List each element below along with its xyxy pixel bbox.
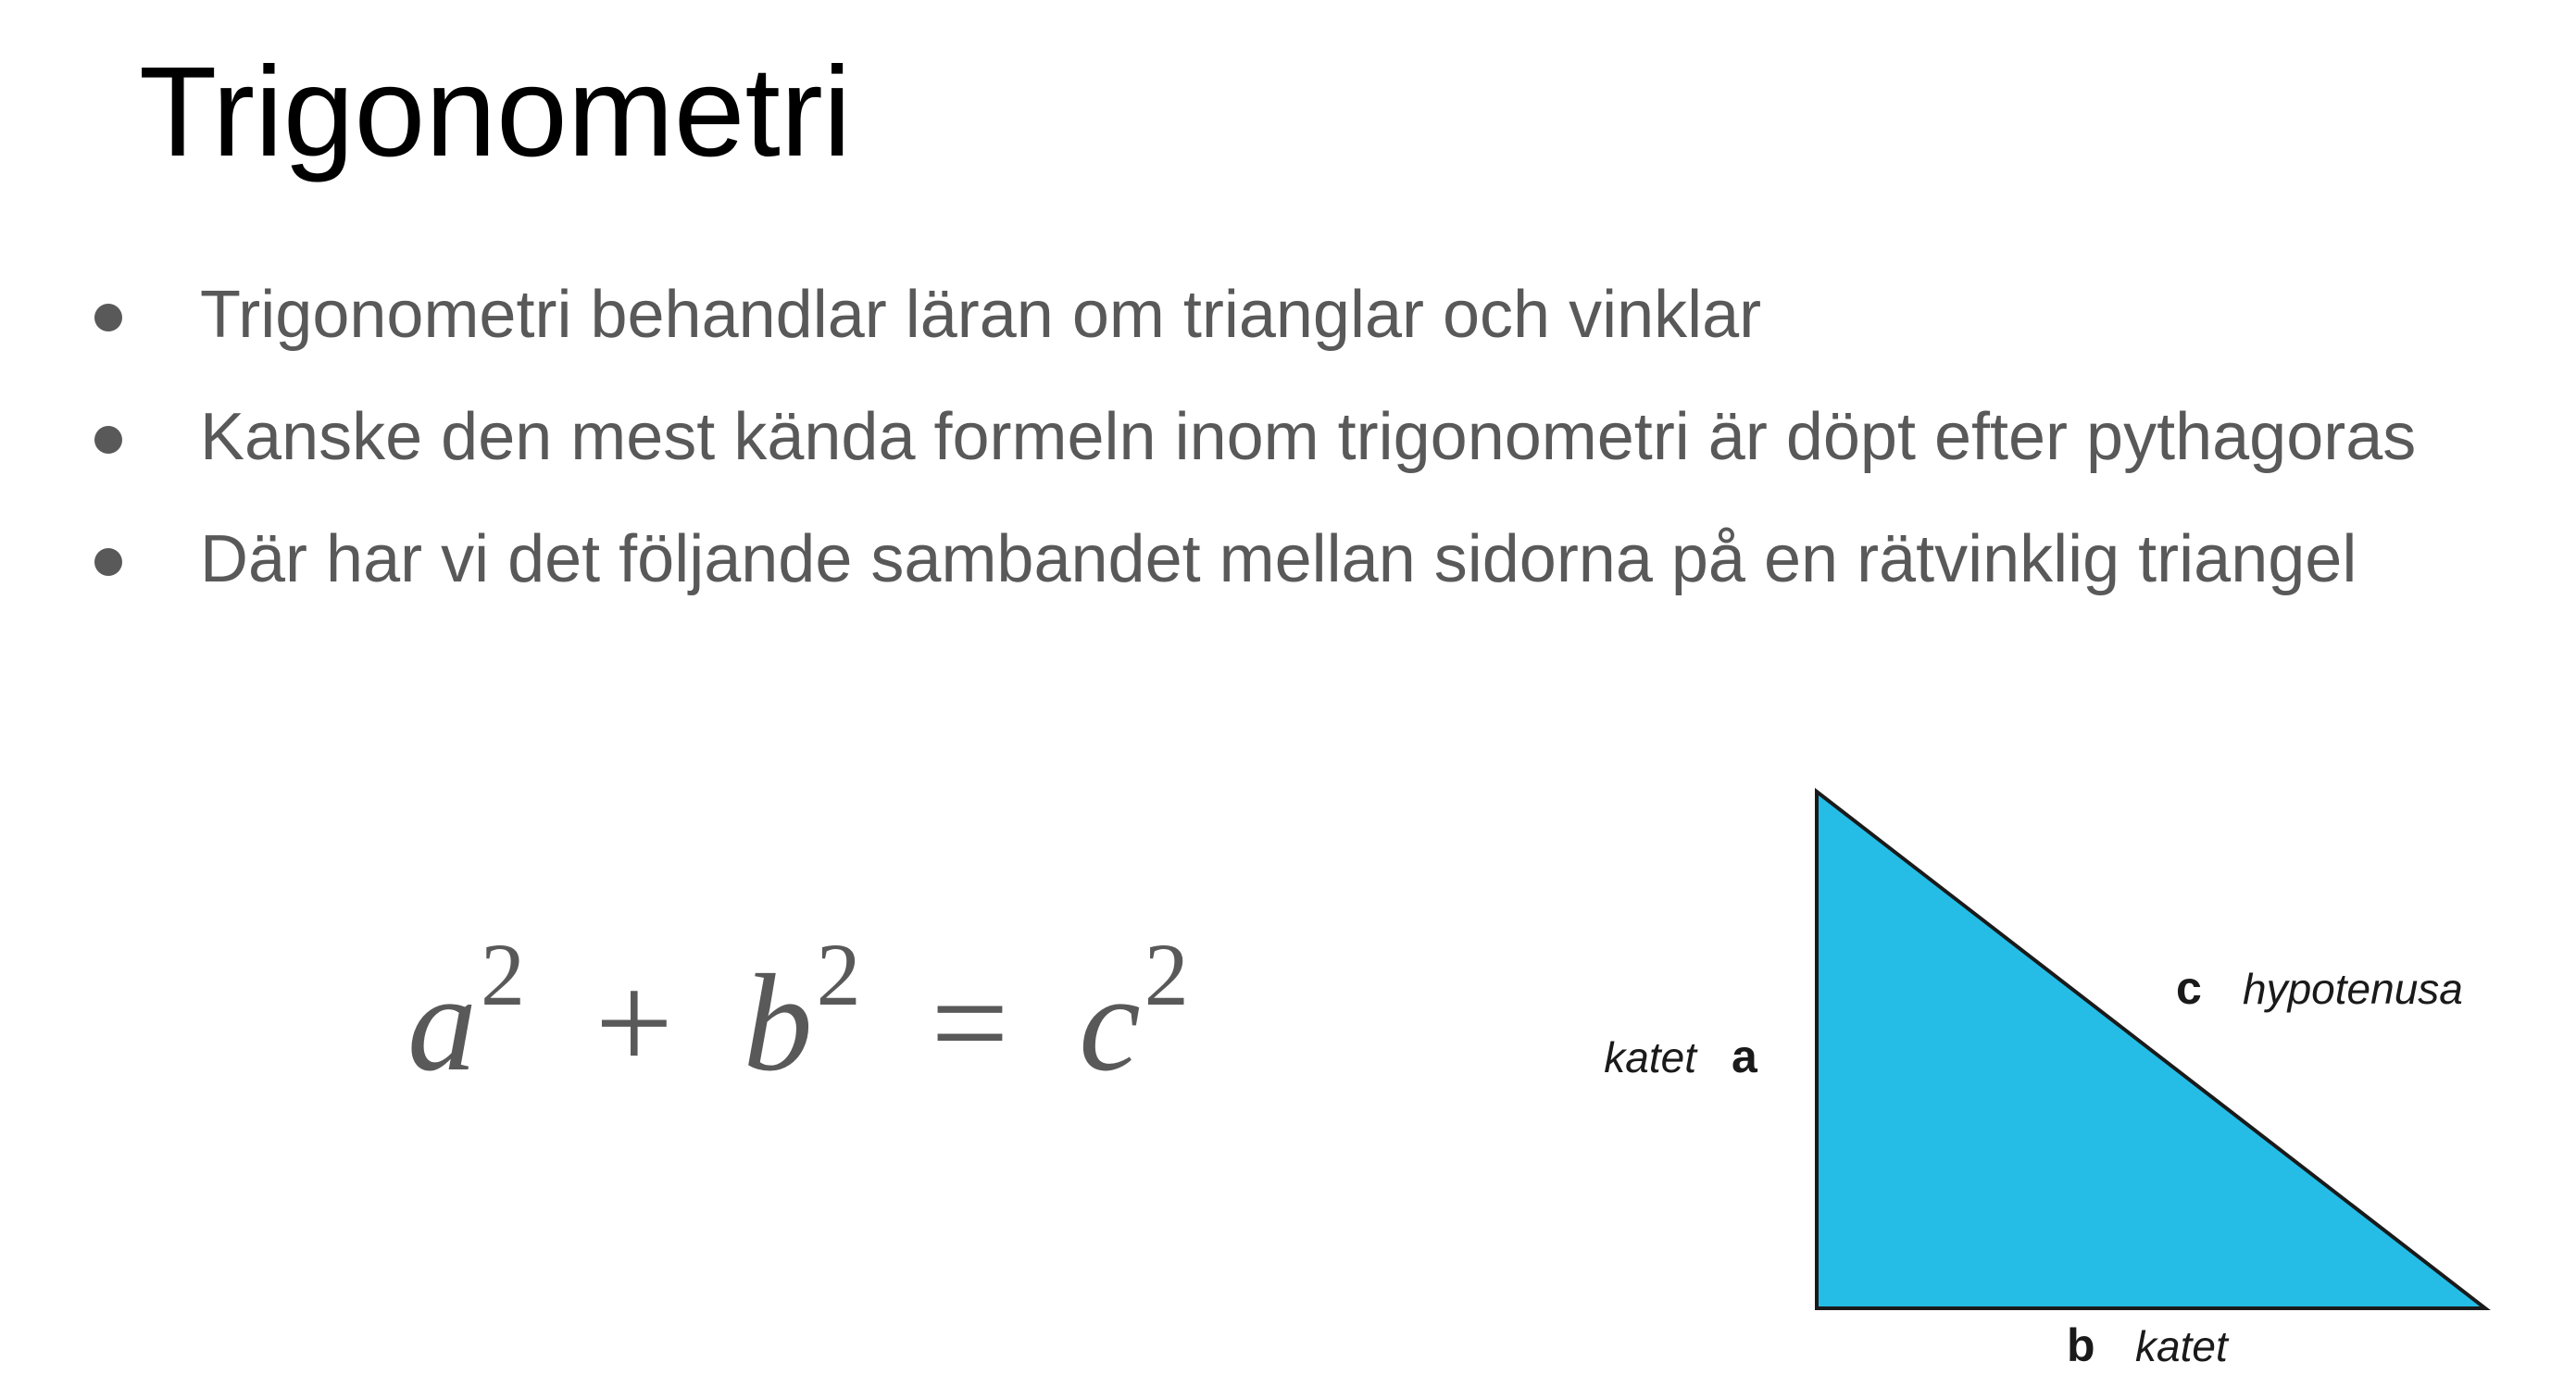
side-a-letter: a: [1732, 1031, 1757, 1082]
formula-var-c: c: [1079, 946, 1141, 1100]
formula-var-a: a: [407, 946, 477, 1100]
bullet-text: Där har vi det följande sambandet mellan sidorna på en rätvinklig triangel: [200, 522, 2357, 596]
formula-var-b: b: [743, 946, 813, 1100]
right-triangle-shape: [1817, 792, 2485, 1308]
side-a-label: katet: [1604, 1033, 1696, 1081]
formula-exponent-b: 2: [816, 925, 861, 1024]
side-c-letter: c: [2176, 962, 2202, 1014]
formula-plus: +: [594, 946, 674, 1100]
side-c-label: hypotenusa: [2243, 965, 2463, 1013]
slide-title: Trigonometri: [139, 41, 852, 183]
formula-exponent-c: 2: [1144, 925, 1189, 1024]
formula-equals: =: [931, 946, 1009, 1100]
side-b-letter: b: [2067, 1319, 2095, 1371]
bullet-text: Kanske den mest kända formeln inom trigonometri är döpt efter pythagoras: [200, 400, 2417, 474]
side-b-label: katet: [2135, 1322, 2228, 1370]
bullet-text: Trigonometri behandlar läran om trianglar och vinklar: [200, 278, 1762, 352]
formula-exponent-a: 2: [481, 925, 525, 1024]
